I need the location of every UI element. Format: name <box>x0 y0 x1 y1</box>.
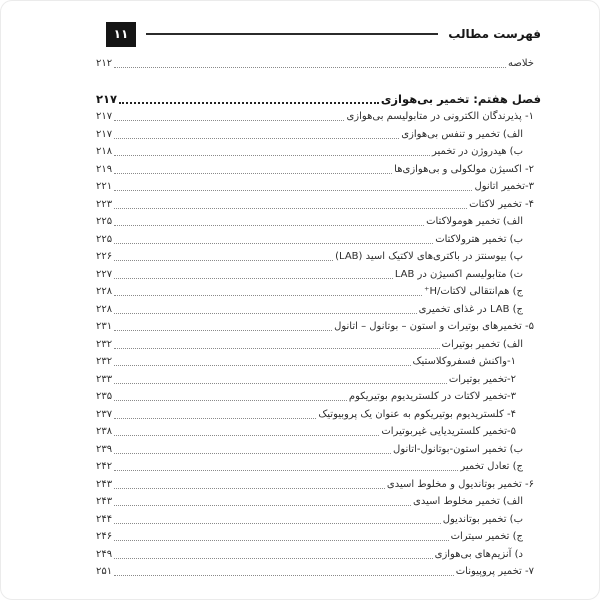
toc-entry-label: ۳-تخمیر اتانول <box>474 181 534 192</box>
toc-entry-page: ۲۲۶ <box>96 251 113 262</box>
toc-entry-label: ج) تعادل تخمیر <box>460 461 523 472</box>
toc-entry-page: ۲۲۷ <box>96 268 113 280</box>
toc-entry-page: ۲۳۲ <box>96 356 113 367</box>
toc-entry-label: ۲-تخمیر بوتیرات <box>448 373 516 385</box>
leader-dots <box>114 138 399 139</box>
toc-entry <box>96 563 541 581</box>
toc-entry-page: ۲۲۱ <box>96 181 113 192</box>
leader-dots <box>114 383 447 384</box>
toc-entry <box>96 248 541 266</box>
toc-entry <box>96 126 541 144</box>
toc-entry <box>96 493 541 511</box>
leader-dots <box>114 418 316 419</box>
toc-entry-label: ب) تخمیر بوتاندیول <box>442 513 523 525</box>
toc-entry-label: الف) تخمیر مخلوط اسیدی <box>413 496 523 507</box>
toc-entry-label: ۵- تخمیرهای بوتیرات و استون – بوتانول – اتانول <box>334 321 534 332</box>
toc-entry-page: ۲۴۲ <box>96 461 113 472</box>
toc-entry-label: الف) تخمیر و تنفس بی‌هوازی <box>401 128 523 140</box>
leader-dots <box>114 295 422 296</box>
toc-entry <box>96 143 541 161</box>
toc-entry-label: ۴- تخمیر لاکتات <box>469 198 534 210</box>
leader-dots <box>114 558 433 559</box>
toc-entry-page: ۲۱۷ <box>96 111 113 122</box>
toc-entry-page: ۲۴۳ <box>96 496 113 507</box>
toc-entry-page: ۲۲۸ <box>96 286 113 297</box>
leader-dots <box>114 120 344 121</box>
leader-dots <box>114 523 441 524</box>
toc-entry-page: ۲۳۸ <box>96 426 113 437</box>
toc-entry-label: ت) متابولیسم اکسیژن در LAB <box>394 268 523 280</box>
toc-entry <box>96 266 541 284</box>
toc-entry <box>96 108 541 126</box>
toc-entry <box>96 301 541 319</box>
leader-dots <box>114 190 472 191</box>
leader-dots <box>114 225 424 226</box>
page-header <box>96 21 541 47</box>
toc-entry-page: ۲۱۹ <box>96 163 113 175</box>
toc-entry-label: فصل هفتم: تخمیر بی‌هوازی <box>380 91 541 106</box>
toc-entry-label: ۵-تخمیر کلستریدیایی غیربوتیرات <box>381 426 516 437</box>
leader-dots <box>114 348 439 349</box>
leader-dots <box>114 208 467 209</box>
toc-entry-label: خلاصه <box>507 58 534 69</box>
toc-entry-label: پ) بیوسنتز در باکتری‌های لاکتیک اسید (LAB) <box>335 251 523 262</box>
toc-entry <box>96 161 541 179</box>
toc-entry-page: ۲۲۸ <box>96 303 113 315</box>
toc-entry <box>96 528 541 546</box>
leader-dots <box>114 173 392 174</box>
toc-entry-page: ۲۴۶ <box>96 531 113 542</box>
toc-entry-label: ۲- اکسیژن مولکولی و بی‌هوازی‌ها <box>394 163 534 175</box>
toc-entry <box>96 476 541 494</box>
leader-dots <box>114 260 333 261</box>
toc-entry <box>96 283 541 301</box>
toc-entry-page: ۲۲۵ <box>96 216 113 227</box>
toc-entry-page: ۲۳۱ <box>96 321 113 332</box>
toc-entry-label: ۷- تخمیر پروپیونات <box>455 566 534 577</box>
toc-entry-page: ۲۱۸ <box>96 146 113 157</box>
toc-entry <box>96 458 541 476</box>
toc-entry-page: ۲۲۵ <box>96 233 113 245</box>
toc-entry <box>96 213 541 231</box>
leader-dots <box>114 243 433 244</box>
leader-dots <box>114 313 417 314</box>
toc-entry <box>96 388 541 406</box>
toc-entry-label: ۴- کلستریدیوم بوتیریکوم به عنوان یک پروبیوتیک <box>318 408 516 420</box>
toc-entry <box>96 196 541 214</box>
toc-entry-page: ۲۵۱ <box>96 566 113 577</box>
toc-entry <box>96 423 541 441</box>
toc-entry-page: ۲۳۳ <box>96 373 113 385</box>
toc-entry-page: ۲۱۷ <box>96 91 118 106</box>
toc-entry-page: ۲۳۲ <box>96 338 113 350</box>
toc-entry-label: ۱- پذیرندگان الکترونی در متابولیسم بی‌هوازی <box>346 111 534 122</box>
toc-entry-label: الف) تخمیر هومولاکتات <box>426 216 523 227</box>
toc-entry <box>96 406 541 424</box>
toc-entry-label: ب) تخمیر هترولاکتات <box>435 233 523 245</box>
toc-entry <box>96 353 541 371</box>
toc-entry <box>96 178 541 196</box>
page-title: فهرست مطالب <box>448 27 541 41</box>
toc-entry-label: ج) LAB در غذای تخمیری <box>418 303 523 315</box>
leader-dots <box>114 365 410 366</box>
toc-entry <box>96 231 541 249</box>
toc-entry-page: ۲۳۹ <box>96 443 113 455</box>
leader-dots <box>114 470 458 471</box>
toc-entry-page: ۲۴۳ <box>96 478 113 490</box>
toc-entry-label: ب) هیدروژن در تخمیر <box>431 146 523 157</box>
leader-dots <box>114 505 411 506</box>
toc-entry-page: ۲۴۴ <box>96 513 113 525</box>
toc-entry-label: ۳-تخمیر لاکتات در کلستریدیوم بوتیریکوم <box>348 391 516 402</box>
leader-dots <box>114 435 379 436</box>
toc-entry-label: د) آنزیم‌های بی‌هوازی <box>434 548 523 560</box>
leader-dots <box>114 400 347 401</box>
leader-dots <box>114 155 430 156</box>
toc-entry <box>96 318 541 336</box>
leader-dots <box>119 102 379 104</box>
toc-entry-page: ۲۳۷ <box>96 408 113 420</box>
toc-list <box>96 55 541 581</box>
toc-entry-label: ب) تخمیر استون-بوتانول-اتانول <box>393 443 523 455</box>
toc-entry-page: ۲۲۳ <box>96 198 113 210</box>
toc-entry <box>96 546 541 564</box>
toc-entry <box>96 336 541 354</box>
toc-entry-label: ۶- تخمیر بوتاندیول و مخلوط اسیدی <box>386 478 534 490</box>
toc-entry-label: الف) تخمیر بوتیرات <box>441 338 523 350</box>
toc-entry-page: ۲۴۹ <box>96 548 113 560</box>
toc-entry-page: ۲۱۷ <box>96 128 113 140</box>
toc-entry-page: ۲۱۲ <box>96 58 113 69</box>
leader-dots <box>114 453 391 454</box>
toc-entry-page: ۲۳۵ <box>96 391 113 402</box>
toc-entry-label: ج) تخمیر سیترات <box>450 531 523 542</box>
toc-entry <box>96 511 541 529</box>
toc-entry <box>96 55 541 73</box>
leader-dots <box>114 330 332 331</box>
leader-dots <box>114 278 393 279</box>
leader-dots <box>114 540 448 541</box>
leader-dots <box>114 488 385 489</box>
header-rule <box>146 33 438 35</box>
page-number-badge: ۱۱ <box>106 22 136 47</box>
toc-entry <box>96 441 541 459</box>
leader-dots <box>114 575 454 576</box>
toc-entry <box>96 371 541 389</box>
toc-entry-label: ۱-واکنش فسفروکلاستیک <box>412 356 516 367</box>
toc-entry-label: ج) هم‌انتقالی لاکتات/H⁺ <box>424 286 523 297</box>
toc-entry <box>96 91 541 109</box>
leader-dots <box>114 67 506 68</box>
